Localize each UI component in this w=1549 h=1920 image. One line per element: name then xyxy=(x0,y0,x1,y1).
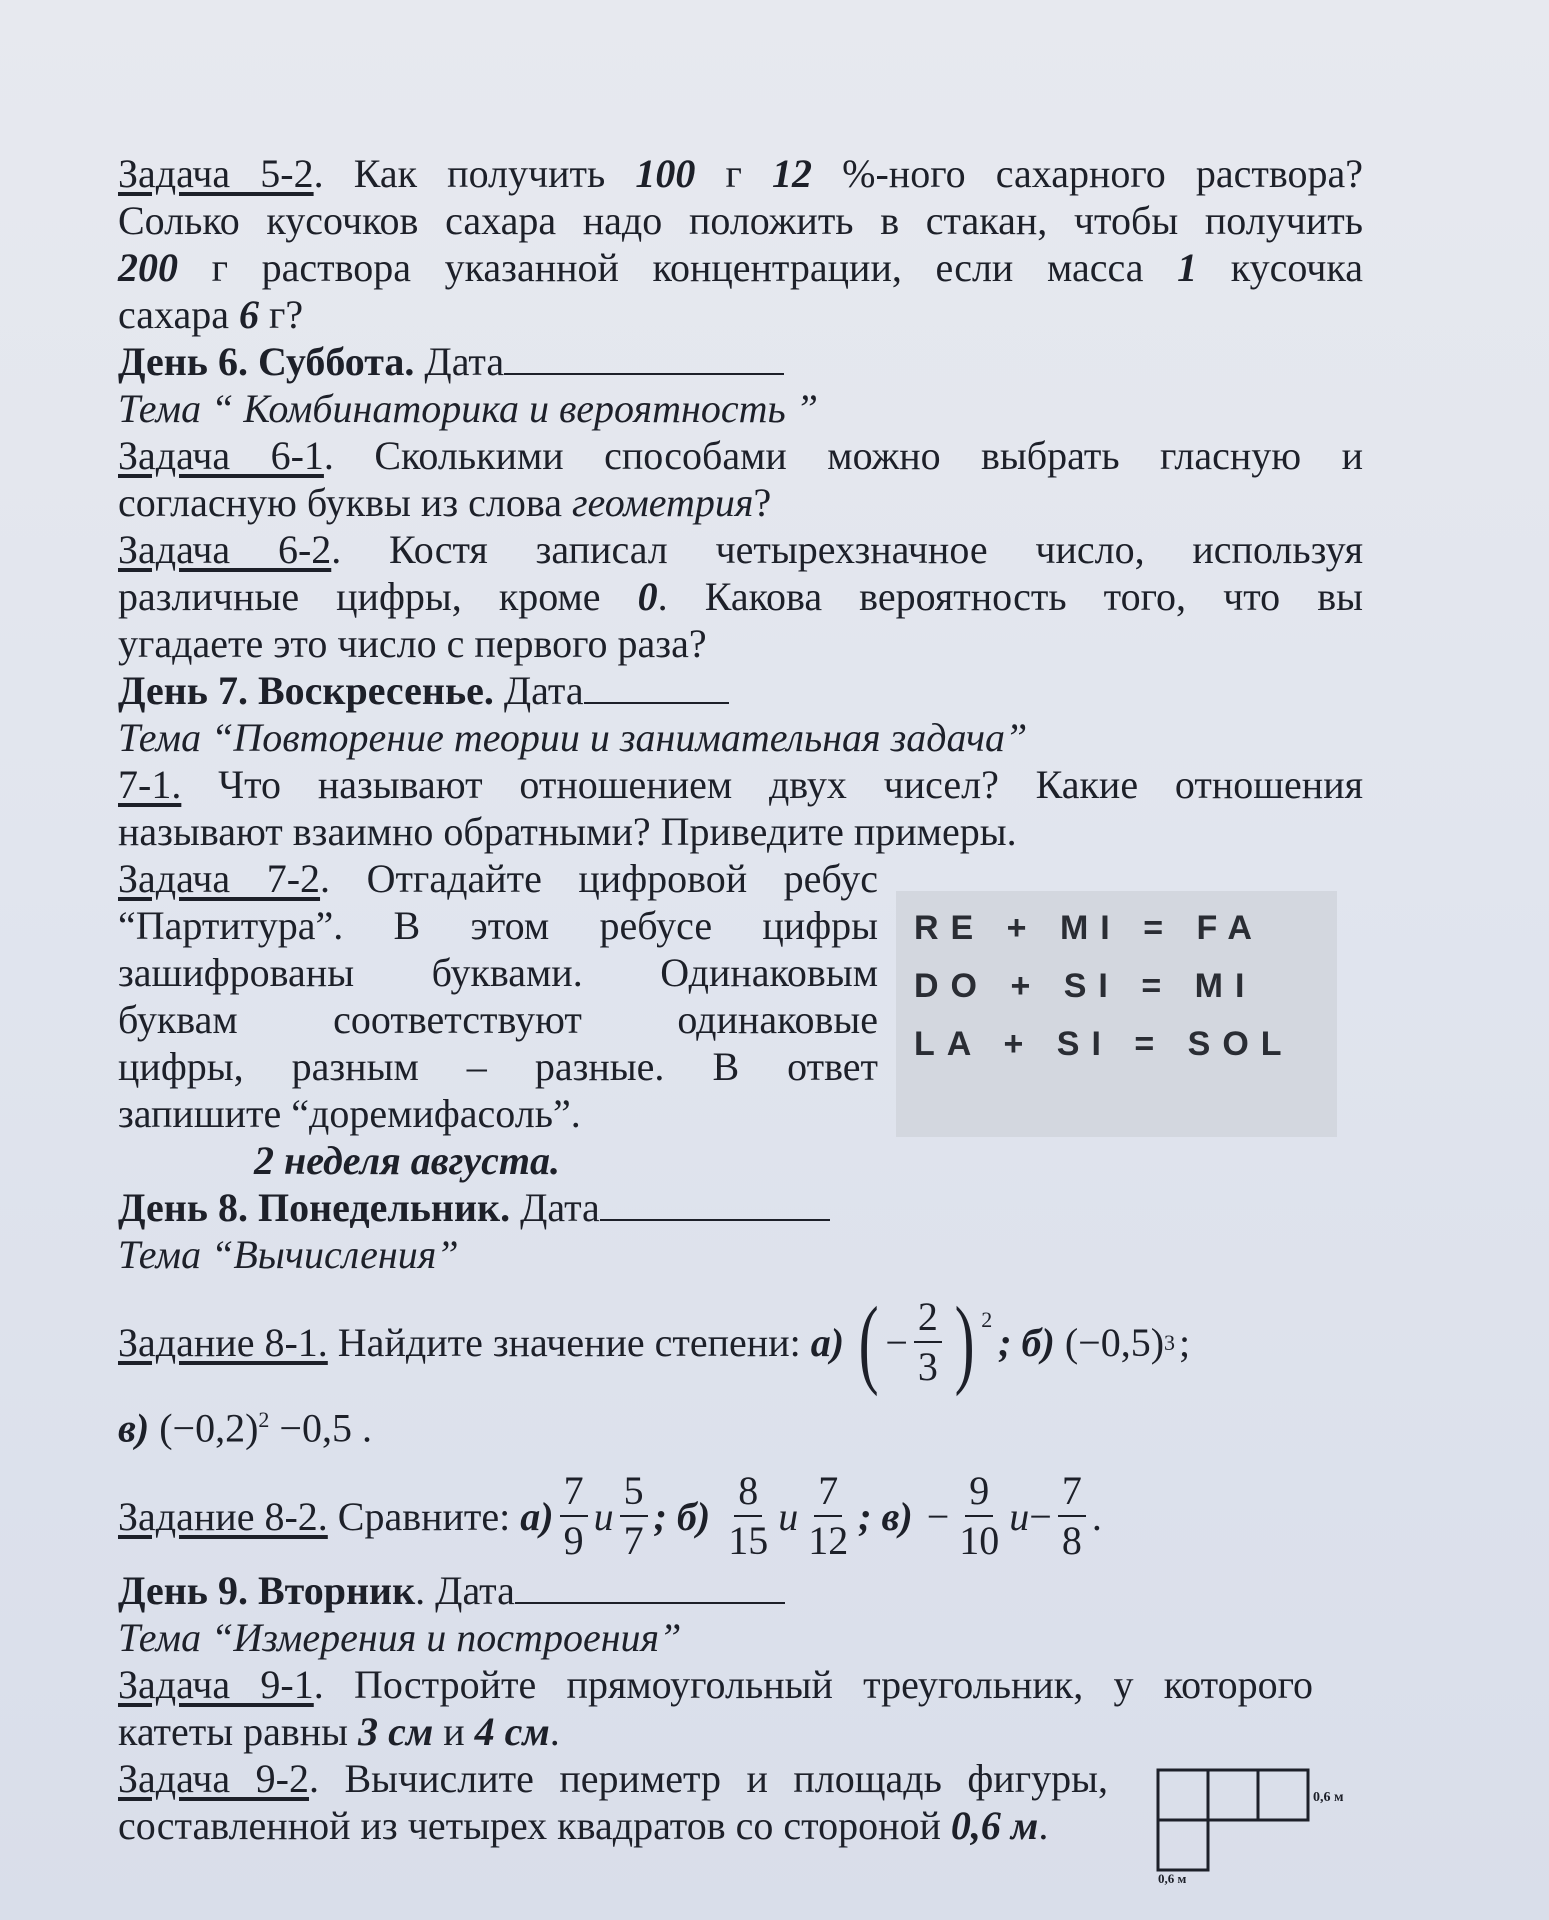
day-8-heading xyxy=(118,1184,1363,1231)
text: . xyxy=(549,1709,560,1755)
task-5-2-label: Задача 5-2 xyxy=(118,151,314,196)
denominator: 3 xyxy=(917,1344,938,1389)
task-7-2-line-6: запишите “доремифасоль”. xyxy=(118,1091,581,1136)
date-label: Дата xyxy=(414,339,505,384)
fraction xyxy=(724,1468,772,1564)
text: . xyxy=(1038,1803,1049,1849)
denominator: 8 xyxy=(1061,1518,1082,1564)
task-9-2-label: Задача 9-2 xyxy=(118,1756,309,1802)
conjunction: и xyxy=(1009,1493,1030,1539)
text: . Костя записал четырехзначное число, используя xyxy=(331,527,1363,572)
value: 4 см xyxy=(474,1709,550,1755)
denominator: 9 xyxy=(563,1518,584,1564)
fraction xyxy=(804,1468,852,1564)
text: кусочка xyxy=(1197,245,1363,290)
text: г? xyxy=(258,292,304,337)
task-8-2 xyxy=(118,1468,1363,1564)
item-v: в) xyxy=(118,1405,150,1451)
day-title: День 8. Понедельник. xyxy=(118,1185,511,1230)
exponent: 2 xyxy=(981,1307,993,1332)
bottom-label: 0,6 м xyxy=(1158,1871,1187,1885)
item-b: ; б) xyxy=(998,1319,1055,1365)
text: согласную буквы из слова xyxy=(118,480,572,525)
task-7-1-line-2: называют взаимно обратными? Приведите примеры. xyxy=(118,809,1017,854)
task-5-2-line-1 xyxy=(118,150,1363,197)
expression: (−0,5) xyxy=(1064,1319,1165,1365)
text: . Вычислите периметр и площадь фигуры, xyxy=(308,1756,1108,1802)
text: . Сколькими способами можно выбрать гласную и xyxy=(323,433,1363,478)
numerator: 7 xyxy=(560,1471,588,1517)
value: 0,6 м xyxy=(950,1803,1039,1849)
fraction xyxy=(620,1468,648,1564)
word: геометрия xyxy=(571,480,754,525)
text: . xyxy=(1091,1493,1102,1539)
task-9-2-line-1 xyxy=(118,1755,1108,1802)
task-9-1 xyxy=(118,1661,1313,1755)
text: . Постройте прямоугольный треугольник, у которого xyxy=(313,1662,1313,1708)
task-6-1 xyxy=(118,432,1363,526)
number: 1 xyxy=(1177,245,1198,290)
text: сахара xyxy=(118,292,239,337)
task-8-1-line-1 xyxy=(118,1286,1363,1397)
task-5-2-line-4 xyxy=(118,291,1363,338)
square xyxy=(1208,1770,1258,1820)
text: различные цифры, кроме xyxy=(118,574,638,619)
task-7-2-line-3: зашифрованы буквами. Одинаковым xyxy=(118,950,878,995)
task-5-2-line-3 xyxy=(118,244,1363,291)
task-6-2-line-1 xyxy=(118,526,1363,573)
denominator: 7 xyxy=(623,1518,644,1564)
paren-left: ( xyxy=(858,1286,879,1397)
task-7-1-label: 7-1. xyxy=(118,762,182,807)
text: −0,5 . xyxy=(269,1405,372,1451)
number: 0 xyxy=(637,574,658,619)
minus-sign: − xyxy=(926,1493,950,1539)
task-7-1 xyxy=(118,761,1363,855)
numerator: 7 xyxy=(1058,1471,1086,1517)
task-8-1-line-2 xyxy=(118,1396,1363,1451)
task-5-2 xyxy=(118,150,1363,338)
minus-sign: − xyxy=(885,1319,908,1365)
day-title: День 7. Воскресенье. xyxy=(118,668,494,713)
text: . Как получить xyxy=(313,151,636,196)
denominator: 10 xyxy=(959,1518,1000,1564)
date-blank xyxy=(515,1570,785,1604)
text: Что называют отношением двух чисел? Какие отношения xyxy=(181,762,1363,807)
expression: (−0,2) xyxy=(159,1405,259,1451)
date-label: Дата xyxy=(510,1185,600,1230)
task-8-2-label: Задание 8-2. xyxy=(118,1493,328,1539)
task-8-1-label: Задание 8-1. xyxy=(118,1319,328,1365)
week-heading: 2 неделя августа. xyxy=(254,1138,560,1183)
task-7-2-line-1 xyxy=(118,855,878,902)
item-a: а) xyxy=(810,1319,845,1365)
text: ? xyxy=(753,480,772,525)
day-8-theme: Тема “Вычисления” xyxy=(118,1232,459,1277)
task-9-1-label: Задача 9-1 xyxy=(118,1662,314,1708)
day-9-theme: Тема “Измерения и построения” xyxy=(118,1615,682,1661)
text: г xyxy=(695,151,773,196)
fraction-2-3 xyxy=(914,1294,942,1389)
fraction xyxy=(560,1468,588,1564)
task-6-2-line-3: угадаете это число с первого раза? xyxy=(118,621,707,666)
value: 3 см xyxy=(358,1709,434,1755)
task-7-2-text xyxy=(118,855,878,1137)
numerator: 2 xyxy=(914,1297,942,1343)
day-7-theme: Тема “Повторение теории и занимательная задача” xyxy=(118,715,1028,760)
date-blank xyxy=(584,670,729,704)
numerator: 8 xyxy=(734,1471,762,1517)
denominator: 15 xyxy=(728,1518,769,1564)
task-6-1-line-2 xyxy=(118,479,1363,526)
text: и xyxy=(433,1709,475,1755)
date-blank xyxy=(504,341,784,375)
square xyxy=(1258,1770,1308,1820)
number: 6 xyxy=(238,292,259,337)
exponent: 2 xyxy=(258,1407,270,1432)
day-title: День 6. Суббота. xyxy=(118,339,415,384)
task-6-1-line-1 xyxy=(118,432,1363,479)
text: составленной из четырех квадратов со стороной xyxy=(118,1803,951,1849)
task-7-2-line-4: буквам соответствуют одинаковые xyxy=(118,997,878,1042)
day-6-theme: Тема “ Комбинаторика и вероятность ” xyxy=(118,386,818,431)
conjunction: и xyxy=(593,1493,614,1539)
rebus-line: DO + SI = MI xyxy=(914,967,1257,1005)
item-a: а) xyxy=(520,1493,554,1539)
paren-right: ) xyxy=(954,1286,975,1397)
text: г раствора указанной концентрации, если масса xyxy=(178,245,1178,290)
worksheet-content xyxy=(118,150,1363,1849)
date-label: . Дата xyxy=(415,1568,515,1614)
text: . Отгадайте цифровой ребус xyxy=(320,856,878,901)
text: . Какова вероятность того, что вы xyxy=(657,574,1363,619)
square xyxy=(1158,1770,1208,1820)
item-v: ; в) xyxy=(858,1493,913,1539)
text: Найдите значение степени: xyxy=(327,1319,811,1365)
task-7-2 xyxy=(118,855,1363,1137)
fraction xyxy=(955,1468,1003,1564)
task-9-1-line-1 xyxy=(118,1661,1313,1708)
task-9-2 xyxy=(118,1755,1108,1849)
day-9-heading xyxy=(118,1567,1363,1614)
task-7-1-line-1 xyxy=(118,761,1363,808)
task-5-2-line-2: Солько кусочков сахара надо положить в стакан, чтобы получить xyxy=(118,198,1363,243)
text: ; xyxy=(1179,1319,1191,1365)
task-7-2-line-2: “Партитура”. В этом ребусе цифры xyxy=(118,903,878,948)
square xyxy=(1158,1820,1208,1870)
side-label: 0,6 м xyxy=(1313,1790,1344,1805)
date-label: Дата xyxy=(493,668,584,713)
rebus-line: RE + MI = FA xyxy=(914,909,1264,947)
conjunction: и xyxy=(778,1493,799,1539)
item-b: ; б) xyxy=(653,1493,711,1539)
rebus-box xyxy=(896,891,1337,1137)
text: Сравните: xyxy=(327,1493,521,1539)
numerator: 5 xyxy=(620,1471,648,1517)
task-6-2 xyxy=(118,526,1363,667)
fraction xyxy=(1058,1468,1086,1564)
task-7-2-label: Задача 7-2 xyxy=(118,856,321,901)
task-9-2-line-2 xyxy=(118,1802,1108,1849)
number: 100 xyxy=(635,151,696,196)
day-title: День 9. Вторник xyxy=(118,1568,416,1614)
task-6-2-label: Задача 6-2 xyxy=(118,527,332,572)
rebus-line: LA + SI = SOL xyxy=(914,1025,1294,1063)
day-6-heading xyxy=(118,338,1363,385)
text: %-ного сахарного раствора? xyxy=(812,151,1363,196)
numerator: 7 xyxy=(814,1471,842,1517)
task-9-1-line-2 xyxy=(118,1708,1313,1755)
task-7-2-line-5: цифры, разным – разные. В ответ xyxy=(118,1044,878,1089)
date-blank xyxy=(600,1187,830,1221)
squares-figure xyxy=(1155,1765,1345,1885)
denominator: 12 xyxy=(808,1518,849,1564)
number: 12 xyxy=(772,151,813,196)
number: 200 xyxy=(118,245,178,290)
text: катеты равны xyxy=(118,1709,359,1755)
task-6-1-label: Задача 6-1 xyxy=(118,433,324,478)
exponent: 3 xyxy=(1164,1329,1176,1355)
task-6-2-line-2 xyxy=(118,573,1363,620)
minus-sign: − xyxy=(1029,1493,1052,1539)
day-7-heading xyxy=(118,667,1363,714)
numerator: 9 xyxy=(965,1471,993,1517)
